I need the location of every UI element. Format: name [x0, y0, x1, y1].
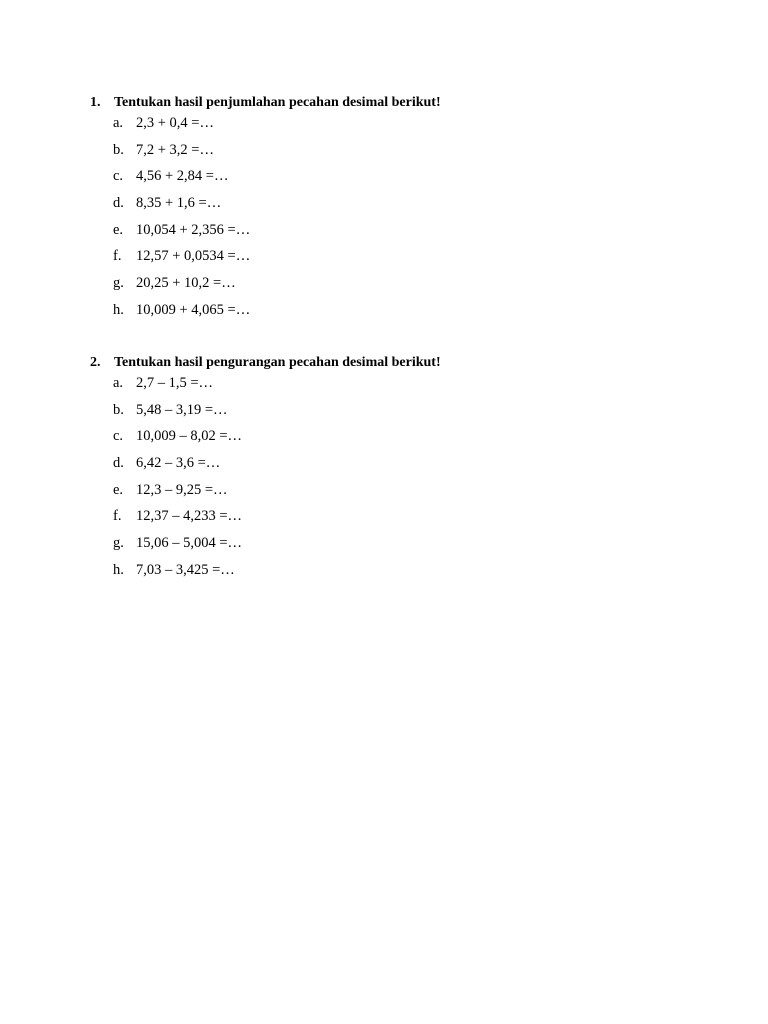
item-letter: e. — [113, 221, 124, 238]
list-item — [0, 297, 768, 324]
item-letter: h. — [113, 561, 124, 578]
item-expression: 12,3 – 9,25 =… — [136, 481, 228, 498]
question-text: Tentukan hasil penjumlahan pecahan desimal berikut! — [114, 95, 441, 110]
item-expression: 10,009 + 4,065 =… — [136, 301, 251, 318]
question-items — [0, 370, 768, 584]
list-item — [0, 477, 768, 504]
item-letter: c. — [113, 168, 124, 185]
item-expression: 2,7 – 1,5 =… — [136, 375, 214, 391]
item-expression: 7,2 + 3,2 =… — [136, 141, 214, 158]
item-letter: f. — [113, 248, 122, 265]
item-expression: 5,48 – 3,19 =… — [136, 401, 228, 418]
item-letter: d. — [113, 195, 124, 212]
list-item — [0, 217, 768, 244]
item-letter: d. — [113, 455, 124, 472]
list-item — [0, 270, 768, 297]
item-expression: 8,35 + 1,6 =… — [136, 195, 222, 212]
item-expression: 10,054 + 2,356 =… — [136, 221, 251, 238]
item-letter: a. — [113, 375, 124, 391]
item-expression: 20,25 + 10,2 =… — [136, 275, 236, 292]
list-item — [0, 450, 768, 477]
list-item — [0, 243, 768, 270]
question-items — [0, 110, 768, 324]
item-letter: a. — [113, 115, 124, 131]
question-2 — [0, 353, 768, 578]
item-expression: 15,06 – 5,004 =… — [136, 535, 243, 552]
item-expression: 7,03 – 3,425 =… — [136, 561, 235, 578]
list-item — [0, 530, 768, 557]
list-item — [0, 557, 768, 584]
question-number: 2. — [90, 355, 101, 370]
item-expression: 2,3 + 0,4 =… — [136, 115, 214, 131]
item-expression: 12,37 – 4,233 =… — [136, 508, 243, 525]
list-item — [0, 503, 768, 530]
list-item — [0, 397, 768, 424]
item-letter: f. — [113, 508, 122, 525]
list-item — [0, 423, 768, 450]
list-item — [0, 163, 768, 190]
question-number: 1. — [90, 95, 101, 110]
item-letter: e. — [113, 481, 124, 498]
item-letter: h. — [113, 301, 124, 318]
item-letter: b. — [113, 401, 124, 418]
list-item — [0, 110, 768, 137]
list-item — [0, 137, 768, 164]
item-letter: b. — [113, 141, 124, 158]
list-item — [0, 370, 768, 397]
item-letter: g. — [113, 535, 124, 552]
question-text: Tentukan hasil pengurangan pecahan desimal berikut! — [114, 355, 441, 370]
item-letter: g. — [113, 275, 124, 292]
item-expression: 6,42 – 3,6 =… — [136, 455, 221, 472]
list-item — [0, 190, 768, 217]
item-expression: 12,57 + 0,0534 =… — [136, 248, 251, 265]
item-expression: 10,009 – 8,02 =… — [136, 428, 243, 445]
item-expression: 4,56 + 2,84 =… — [136, 168, 229, 185]
question-1 — [0, 93, 768, 318]
item-letter: c. — [113, 428, 124, 445]
